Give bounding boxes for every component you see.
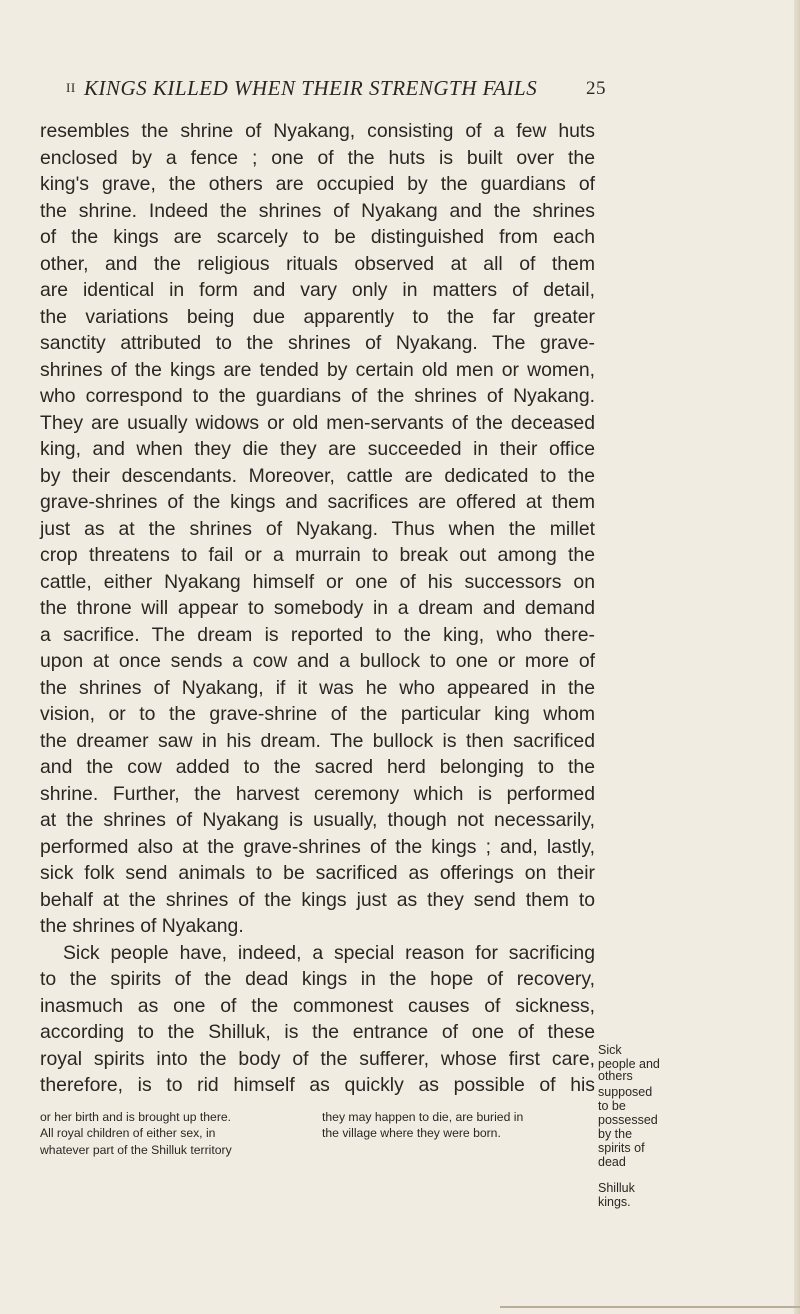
text-line: shrine. Further, the harvest ceremony which is performed <box>40 782 595 805</box>
running-header <box>66 76 606 106</box>
text-line: sick folk send animals to be sacrificed as offerings on their <box>40 862 595 884</box>
text-line: king's grave, the others are occupied by the guardians of <box>40 173 595 195</box>
text-line: are identical in form and vary only in matters of detail, <box>40 279 595 301</box>
text-line: sanctity attributed to the shrines of Nyakang. The grave- <box>40 332 595 354</box>
text-line: therefore, is to rid himself as quickly as possible of his <box>40 1074 595 1096</box>
text-line: by their descendants. Moreover, cattle are dedicated to the <box>40 464 595 487</box>
margin-note-line: possessed <box>598 1113 658 1127</box>
text-line: other, and the religious rituals observed at all of them <box>40 252 595 275</box>
margin-note-line: spirits of <box>598 1141 645 1155</box>
footnote-left-column <box>40 1109 232 1159</box>
text-line: cattle, either Nyakang himself or one of his successors on <box>40 570 595 593</box>
text-line: resembles the shrine of Nyakang, consisting of a few huts <box>40 120 595 142</box>
text-line: king, and when they die they are succeeded in their office <box>40 438 595 460</box>
margin-note-line: others <box>598 1069 633 1083</box>
page-edge <box>794 0 800 1314</box>
text-line: inasmuch as one of the commonest causes of sickness, <box>40 994 595 1017</box>
text-line: royal spirits into the body of the sufferer, whose first care, <box>40 1047 595 1070</box>
margin-note-line: Sick <box>598 1043 622 1057</box>
margin-note-line: dead <box>598 1155 626 1169</box>
text-line: the shrine. Indeed the shrines of Nyakang and the shrines <box>40 199 595 222</box>
text-line: grave-shrines of the kings and sacrifices are offered at them <box>40 491 595 513</box>
text-line: the shrines of Nyakang, if it was he who appeared in the <box>40 676 595 699</box>
footnote-right-column <box>322 1109 523 1142</box>
footnote-line: All royal children of either sex, in <box>40 1126 216 1140</box>
text-line: the variations being due apparently to the far greater <box>40 305 595 328</box>
text-line: shrines of the kings are tended by certain old men or women, <box>40 358 595 381</box>
running-title: KINGS KILLED WHEN THEIR STRENGTH FAILS <box>84 76 538 100</box>
margin-note-line: kings. <box>598 1195 631 1209</box>
text-line: at the shrines of Nyakang is usually, though not necessarily, <box>40 809 595 831</box>
text-line: to the spirits of the dead kings in the hope of recovery, <box>40 968 595 990</box>
text-line: Sick people have, indeed, a special reason for sacrificing <box>63 941 595 964</box>
text-line: behalf at the shrines of the kings just as they send them to <box>40 888 595 911</box>
margin-note-line: people and <box>598 1057 660 1071</box>
text-line: the throne will appear to somebody in a dream and demand <box>40 597 595 619</box>
body-text <box>40 118 595 1099</box>
page-bottom-rule <box>500 1306 800 1308</box>
text-line: according to the Shilluk, is the entrance of one of these <box>40 1021 595 1043</box>
text-line: and the cow added to the sacred herd belonging to the <box>40 756 595 778</box>
margin-note-line: by the <box>598 1127 633 1141</box>
footnote-line: they may happen to die, are buried in <box>322 1109 524 1124</box>
chapter-number: II <box>66 80 76 95</box>
page-number: 25 <box>586 78 606 99</box>
text-line: upon at once sends a cow and a bullock to one or more of <box>40 650 595 672</box>
footnote-line: the village where they were born. <box>322 1126 501 1140</box>
text-line: of the kings are scarcely to be distinguished from each <box>40 226 595 248</box>
margin-note-line: to be <box>598 1099 626 1113</box>
text-line: vision, or to the grave-shrine of the particular king whom <box>40 703 595 725</box>
footnote-line: whatever part of the Shilluk territory <box>40 1142 232 1157</box>
text-line: performed also at the grave-shrines of the kings ; and, lastly, <box>40 835 595 858</box>
text-line: just as at the shrines of Nyakang. Thus when the millet <box>40 517 595 540</box>
text-line: enclosed by a fence ; one of the huts is built over the <box>40 146 595 169</box>
margin-note-line: supposed <box>598 1085 653 1099</box>
text-line: who correspond to the guardians of the shrines of Nyakang. <box>40 385 595 407</box>
text-line: a sacrifice. The dream is reported to the king, who there- <box>40 623 595 646</box>
text-line: They are usually widows or old men-servants of the deceased <box>40 411 595 434</box>
footnote-line: or her birth and is brought up there. <box>40 1109 232 1124</box>
text-line: the shrines of Nyakang. <box>40 915 244 937</box>
text-line: the dreamer saw in his dream. The bullock is then sacrificed <box>40 729 595 752</box>
margin-note-line: Shilluk <box>598 1181 635 1195</box>
text-line: crop threatens to fail or a murrain to break out among the <box>40 544 595 566</box>
